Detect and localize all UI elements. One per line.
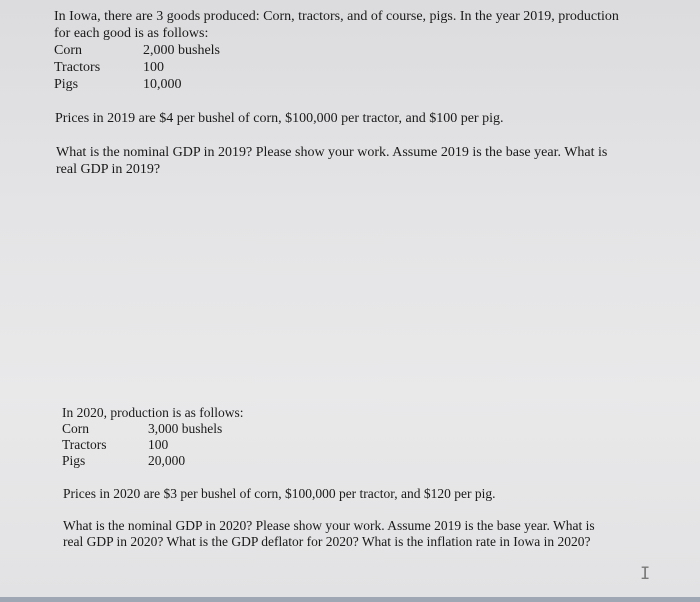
production-row — [54, 59, 274, 76]
good-quantity: 2,000 bushels — [143, 43, 220, 58]
question-2019 — [56, 144, 607, 178]
intro-2020-text: In 2020, production is as follows: — [62, 405, 244, 420]
good-name: Pigs — [54, 77, 79, 92]
prices-2019-text: Prices in 2019 are $4 per bushel of corn, $100,000 per tractor, and $100 per pig. — [55, 111, 504, 126]
prices-2020-text: Prices in 2020 are $3 per bushel of corn, $100,000 per tractor, and $120 per pig. — [63, 486, 496, 501]
good-name: Corn — [62, 421, 89, 436]
production-row — [54, 76, 274, 93]
intro-2019-line-1: In Iowa, there are 3 goods produced: Corn, tractors, and of course, pigs. In the year 2019, production — [54, 9, 619, 24]
prices-2020 — [63, 486, 495, 502]
good-name: Pigs — [62, 453, 86, 468]
production-row — [62, 453, 282, 469]
text-cursor-icon: I — [640, 564, 651, 584]
question-2020-line-1: What is the nominal GDP in 2020? Please show your work. Assume 2019 is the base year. What is — [63, 518, 595, 533]
production-row — [54, 42, 274, 59]
prices-2019 — [55, 110, 504, 127]
question-2019-line-2: real GDP in 2019? — [56, 162, 161, 177]
production-row — [62, 437, 282, 453]
intro-2019 — [54, 8, 619, 42]
production-table-2019 — [54, 42, 274, 93]
question-2020-line-2: real GDP in 2020? What is the GDP deflator for 2020? What is the inflation rate in Iowa in 2020? — [63, 534, 591, 549]
production-row — [62, 421, 282, 437]
good-quantity: 10,000 — [143, 77, 182, 92]
intro-2019-line-2: for each good is as follows: — [54, 26, 209, 41]
good-name: Corn — [54, 43, 82, 58]
good-name: Tractors — [62, 437, 107, 452]
intro-2020 — [62, 405, 244, 421]
good-quantity: 20,000 — [148, 453, 186, 468]
good-quantity: 100 — [143, 60, 164, 75]
good-quantity: 3,000 bushels — [148, 421, 223, 436]
good-name: Tractors — [54, 60, 101, 75]
good-quantity: 100 — [148, 437, 169, 452]
production-table-2020 — [62, 421, 282, 469]
question-2019-line-1: What is the nominal GDP in 2019? Please show your work. Assume 2019 is the base year. What is — [56, 145, 608, 160]
question-2020 — [63, 518, 595, 550]
page-bottom-edge — [0, 597, 700, 602]
